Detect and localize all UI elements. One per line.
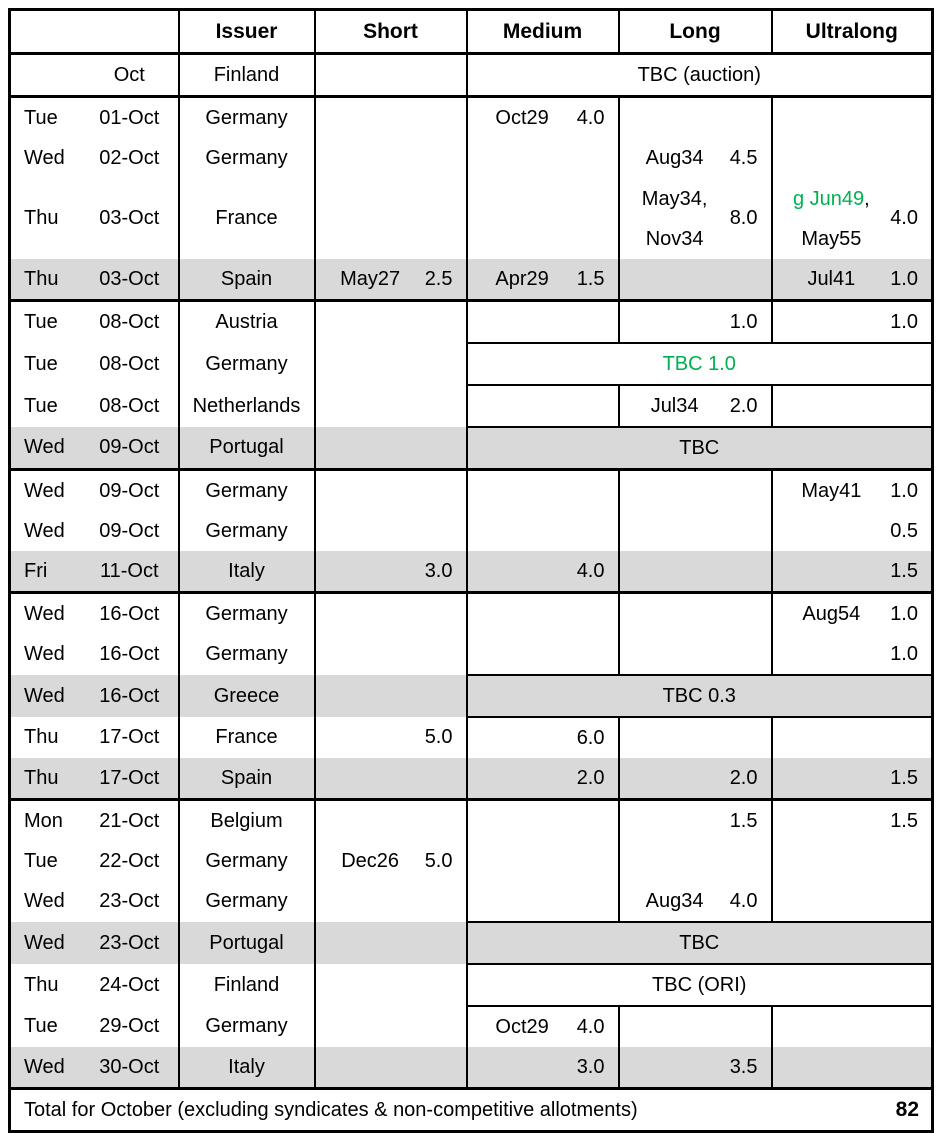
bond-amount: 1.0 (890, 310, 918, 333)
issuer-cell: Germany (179, 841, 315, 881)
bond-name: May27 (340, 268, 401, 290)
long-cell (619, 593, 772, 635)
bond-name: g Jun49, May55 (792, 187, 870, 250)
long-cell (619, 800, 772, 842)
bond-amount: 1.5 (890, 809, 918, 832)
table-row (10, 881, 933, 922)
day-label: Tue (24, 1015, 58, 1037)
long-cell (619, 259, 772, 301)
long-cell (619, 634, 772, 675)
date-label: 17-Oct (99, 766, 160, 789)
issuer-cell: Germany (179, 1006, 315, 1047)
table-row (10, 427, 933, 470)
day-date-cell (10, 343, 179, 385)
day-date-cell (10, 800, 179, 842)
table-row (10, 511, 933, 551)
bond-name: Jul34 (650, 395, 699, 417)
day-label: Thu (24, 726, 59, 748)
table-row (10, 800, 933, 842)
day-label: Tue (24, 311, 58, 333)
long-cell (619, 841, 772, 881)
medium-cell (467, 511, 619, 551)
bond-amount: 1.5 (576, 267, 605, 290)
bond-amount: 1.5 (729, 809, 758, 832)
issuer-cell: Belgium (179, 800, 315, 842)
day-label: Wed (24, 519, 65, 542)
short-cell (315, 1006, 467, 1047)
bond-amount: 2.0 (729, 394, 758, 417)
short-cell (315, 551, 467, 593)
short-cell (315, 301, 467, 344)
table-row (10, 841, 933, 881)
date-label: 23-Oct (99, 931, 160, 954)
table-row (10, 54, 933, 97)
table-row (10, 551, 933, 593)
medium-cell (467, 758, 619, 800)
date-label: 23-Oct (99, 890, 160, 912)
short-cell (315, 54, 467, 97)
long-cell (619, 301, 772, 344)
ultralong-cell (772, 511, 933, 551)
issuer-cell: Finland (179, 964, 315, 1006)
date-label: 09-Oct (99, 436, 160, 458)
bond-amount: 1.0 (890, 602, 918, 625)
bond-amount: 4.0 (890, 207, 918, 229)
day-label: Wed (24, 436, 65, 458)
medium-cell (467, 301, 619, 344)
ultralong-cell (772, 1047, 933, 1089)
date-label: 03-Oct (99, 267, 160, 290)
ultralong-cell (772, 841, 933, 881)
table-row (10, 593, 933, 635)
ultralong-cell (772, 385, 933, 427)
day-label: Wed (24, 602, 65, 625)
header-row (10, 10, 933, 54)
issuer-cell: Spain (179, 259, 315, 301)
long-cell (619, 881, 772, 922)
issuer-cell: Germany (179, 97, 315, 139)
issuer-cell: Italy (179, 551, 315, 593)
medium-cell (467, 97, 619, 139)
ultralong-cell (772, 1006, 933, 1047)
table-row (10, 470, 933, 512)
day-date-cell (10, 881, 179, 922)
ultralong-cell (772, 881, 933, 922)
column-header-short: Short (315, 10, 467, 54)
medium-cell (467, 178, 619, 259)
merged-tbc-cell: TBC (467, 427, 933, 470)
issuer-cell: Portugal (179, 922, 315, 964)
day-label: Wed (24, 684, 65, 707)
date-label: 03-Oct (99, 207, 160, 229)
ultralong-cell (772, 551, 933, 593)
day-date-cell (10, 385, 179, 427)
short-cell (315, 470, 467, 512)
medium-cell (467, 717, 619, 758)
date-label: 22-Oct (99, 849, 160, 872)
table-row (10, 138, 933, 178)
medium-cell (467, 470, 619, 512)
long-cell (619, 470, 772, 512)
long-cell (619, 178, 772, 259)
ultralong-cell (772, 138, 933, 178)
merged-tbc-cell: TBC 1.0 (467, 343, 933, 385)
bond-name: Oct29 (495, 1016, 549, 1038)
table-row (10, 717, 933, 758)
ultralong-cell (772, 301, 933, 344)
column-header-issuer: Issuer (179, 10, 315, 54)
day-label: Wed (24, 146, 65, 169)
table-row (10, 259, 933, 301)
table-footer (10, 1089, 933, 1132)
bond-amount: 4.0 (576, 1015, 605, 1038)
table-row (10, 758, 933, 800)
date-label: 30-Oct (99, 1055, 160, 1078)
date-label: 01-Oct (99, 106, 160, 129)
date-label: 16-Oct (99, 684, 160, 707)
bond-amount: 1.0 (890, 267, 918, 290)
day-date-cell (10, 593, 179, 635)
table-row (10, 675, 933, 717)
day-date-cell (10, 634, 179, 675)
bond-name: Jul41 (807, 268, 856, 290)
bond-name: Aug54 (802, 603, 861, 625)
long-cell (619, 1006, 772, 1047)
day-date-cell (10, 470, 179, 512)
day-label: Tue (24, 106, 58, 129)
ultralong-cell (772, 634, 933, 675)
bond-name: Apr29 (495, 268, 549, 290)
bond-name: May41 (801, 480, 862, 502)
medium-cell (467, 841, 619, 881)
auction-schedule-table (8, 8, 934, 1133)
medium-cell (467, 138, 619, 178)
day-label: Wed (24, 643, 65, 665)
ultralong-cell (772, 717, 933, 758)
merged-tbc-cell: TBC (auction) (467, 54, 933, 97)
table-row (10, 385, 933, 427)
date-label: 11-Oct (99, 559, 159, 582)
column-header-long: Long (619, 10, 772, 54)
bond-amount: 3.0 (424, 559, 453, 582)
date-label: 08-Oct (99, 352, 160, 375)
table-row (10, 964, 933, 1006)
table-row (10, 634, 933, 675)
long-cell (619, 138, 772, 178)
issuer-cell: Netherlands (179, 385, 315, 427)
day-date-cell (10, 841, 179, 881)
medium-cell (467, 1047, 619, 1089)
medium-cell (467, 881, 619, 922)
long-cell (619, 511, 772, 551)
bond-amount: 4.0 (729, 889, 758, 912)
table-body (10, 54, 933, 1089)
ultralong-cell (772, 97, 933, 139)
day-date-cell (10, 758, 179, 800)
bond-amount: 3.5 (729, 1055, 758, 1078)
issuer-cell: France (179, 178, 315, 259)
bond-amount: 4.0 (576, 559, 605, 582)
ultralong-cell (772, 758, 933, 800)
day-label: Fri (24, 559, 48, 582)
issuer-cell: Italy (179, 1047, 315, 1089)
bond-name: Aug34 (645, 890, 704, 912)
day-label: Mon (24, 809, 63, 832)
date-label: 16-Oct (99, 602, 160, 625)
table-row (10, 922, 933, 964)
long-cell (619, 1047, 772, 1089)
total-cell (10, 1089, 933, 1132)
merged-tbc-cell: TBC (467, 922, 933, 964)
short-cell (315, 178, 467, 259)
bond-name: Oct29 (495, 107, 549, 129)
medium-cell (467, 385, 619, 427)
day-date-cell (10, 511, 179, 551)
table-row (10, 343, 933, 385)
short-cell (315, 841, 467, 881)
day-label: Thu (24, 766, 59, 789)
date-label: 09-Oct (99, 479, 160, 502)
short-cell (315, 1047, 467, 1089)
day-date-cell (10, 138, 179, 178)
table-row (10, 97, 933, 139)
day-date-cell (10, 1006, 179, 1047)
short-cell (315, 758, 467, 800)
bond-amount: 1.0 (729, 310, 758, 333)
ultralong-cell (772, 593, 933, 635)
short-cell (315, 800, 467, 842)
day-label: Wed (24, 479, 65, 502)
bond-amount: 2.0 (576, 766, 605, 789)
date-label: 09-Oct (99, 519, 160, 542)
short-cell (315, 593, 467, 635)
day-label: Thu (24, 207, 59, 229)
short-cell (315, 97, 467, 139)
date-label: 24-Oct (99, 973, 160, 996)
column-header-daydate (10, 10, 179, 54)
total-label: Total for October (excluding syndicates & non-competitive allotments) (24, 1098, 638, 1121)
date-label: 21-Oct (99, 809, 160, 832)
day-date-cell (10, 427, 179, 470)
issuer-cell: Spain (179, 758, 315, 800)
medium-cell (467, 551, 619, 593)
table-row (10, 301, 933, 344)
day-label: Wed (24, 890, 65, 912)
medium-cell (467, 634, 619, 675)
day-date-cell (10, 178, 179, 259)
ultralong-cell (772, 259, 933, 301)
issuer-cell: France (179, 717, 315, 758)
total-row (10, 1089, 933, 1132)
issuer-cell: Germany (179, 593, 315, 635)
merged-tbc-cell: TBC (ORI) (467, 964, 933, 1006)
short-cell (315, 427, 467, 470)
issuer-cell: Germany (179, 470, 315, 512)
long-cell (619, 717, 772, 758)
day-date-cell (10, 54, 179, 97)
bond-amount: 6.0 (576, 726, 605, 749)
day-label: Wed (24, 1055, 65, 1078)
date-label: 29-Oct (99, 1015, 160, 1037)
bond-amount: 0.5 (890, 519, 918, 542)
bond-name: Aug34 (645, 147, 704, 169)
bond-amount: 5.0 (424, 849, 453, 872)
bond-amount: 8.0 (729, 207, 758, 229)
long-cell (619, 551, 772, 593)
issuer-cell: Austria (179, 301, 315, 344)
medium-cell (467, 259, 619, 301)
short-cell (315, 385, 467, 427)
bond-amount: 1.0 (890, 642, 918, 665)
day-date-cell (10, 1047, 179, 1089)
column-header-medium: Medium (467, 10, 619, 54)
short-cell (315, 259, 467, 301)
merged-tbc-cell: TBC 0.3 (467, 675, 933, 717)
medium-cell (467, 1006, 619, 1047)
day-date-cell (10, 301, 179, 344)
issuer-cell: Greece (179, 675, 315, 717)
bond-amount: 5.0 (424, 726, 453, 748)
short-cell (315, 343, 467, 385)
date-label: 08-Oct (99, 394, 160, 417)
day-date-cell (10, 675, 179, 717)
bond-amount: 4.0 (576, 106, 605, 129)
date-label: 16-Oct (99, 643, 160, 665)
bond-amount: 4.5 (729, 146, 758, 169)
issuer-cell: Germany (179, 343, 315, 385)
day-label: Tue (24, 394, 58, 417)
short-cell (315, 922, 467, 964)
date-label: 08-Oct (99, 311, 160, 333)
day-date-cell (10, 551, 179, 593)
bond-name: Dec26 (341, 850, 399, 872)
date-label: 02-Oct (99, 146, 160, 169)
day-date-cell (10, 964, 179, 1006)
bond-amount: 1.5 (890, 766, 918, 789)
short-cell (315, 138, 467, 178)
day-date-cell (10, 259, 179, 301)
date-label: 17-Oct (99, 726, 160, 748)
day-label: Thu (24, 267, 59, 290)
issuer-cell: Germany (179, 138, 315, 178)
day-date-cell (10, 922, 179, 964)
day-label: Tue (24, 849, 58, 872)
bond-name-green: g Jun49 (792, 187, 865, 210)
bond-amount: 1.0 (890, 479, 918, 502)
day-label: Tue (24, 352, 58, 375)
day-date-cell (10, 97, 179, 139)
medium-cell (467, 593, 619, 635)
table-row (10, 1006, 933, 1047)
medium-cell (467, 800, 619, 842)
day-label: Wed (24, 931, 65, 954)
short-cell (315, 881, 467, 922)
table-row (10, 1047, 933, 1089)
ultralong-cell (772, 800, 933, 842)
ultralong-cell (772, 470, 933, 512)
bond-amount: 3.0 (576, 1055, 605, 1078)
bond-amount: 1.5 (890, 559, 918, 582)
short-cell (315, 634, 467, 675)
bond-name: May34, Nov34 (641, 187, 708, 250)
table-row (10, 178, 933, 259)
long-cell (619, 758, 772, 800)
day-label: Thu (24, 973, 59, 996)
day-date-cell (10, 717, 179, 758)
long-cell (619, 385, 772, 427)
total-value: 82 (895, 1098, 919, 1121)
short-cell (315, 511, 467, 551)
short-cell (315, 675, 467, 717)
short-cell (315, 964, 467, 1006)
issuer-cell: Portugal (179, 427, 315, 470)
issuer-cell: Germany (179, 634, 315, 675)
date-label: Oct (113, 63, 145, 86)
short-cell (315, 717, 467, 758)
issuer-cell: Finland (179, 54, 315, 97)
ultralong-cell (772, 178, 933, 259)
column-header-ultralong: Ultralong (772, 10, 933, 54)
bond-amount: 2.0 (729, 766, 758, 789)
issuer-cell: Germany (179, 511, 315, 551)
issuer-cell: Germany (179, 881, 315, 922)
long-cell (619, 97, 772, 139)
table-header (10, 10, 933, 54)
bond-amount: 2.5 (424, 267, 453, 290)
